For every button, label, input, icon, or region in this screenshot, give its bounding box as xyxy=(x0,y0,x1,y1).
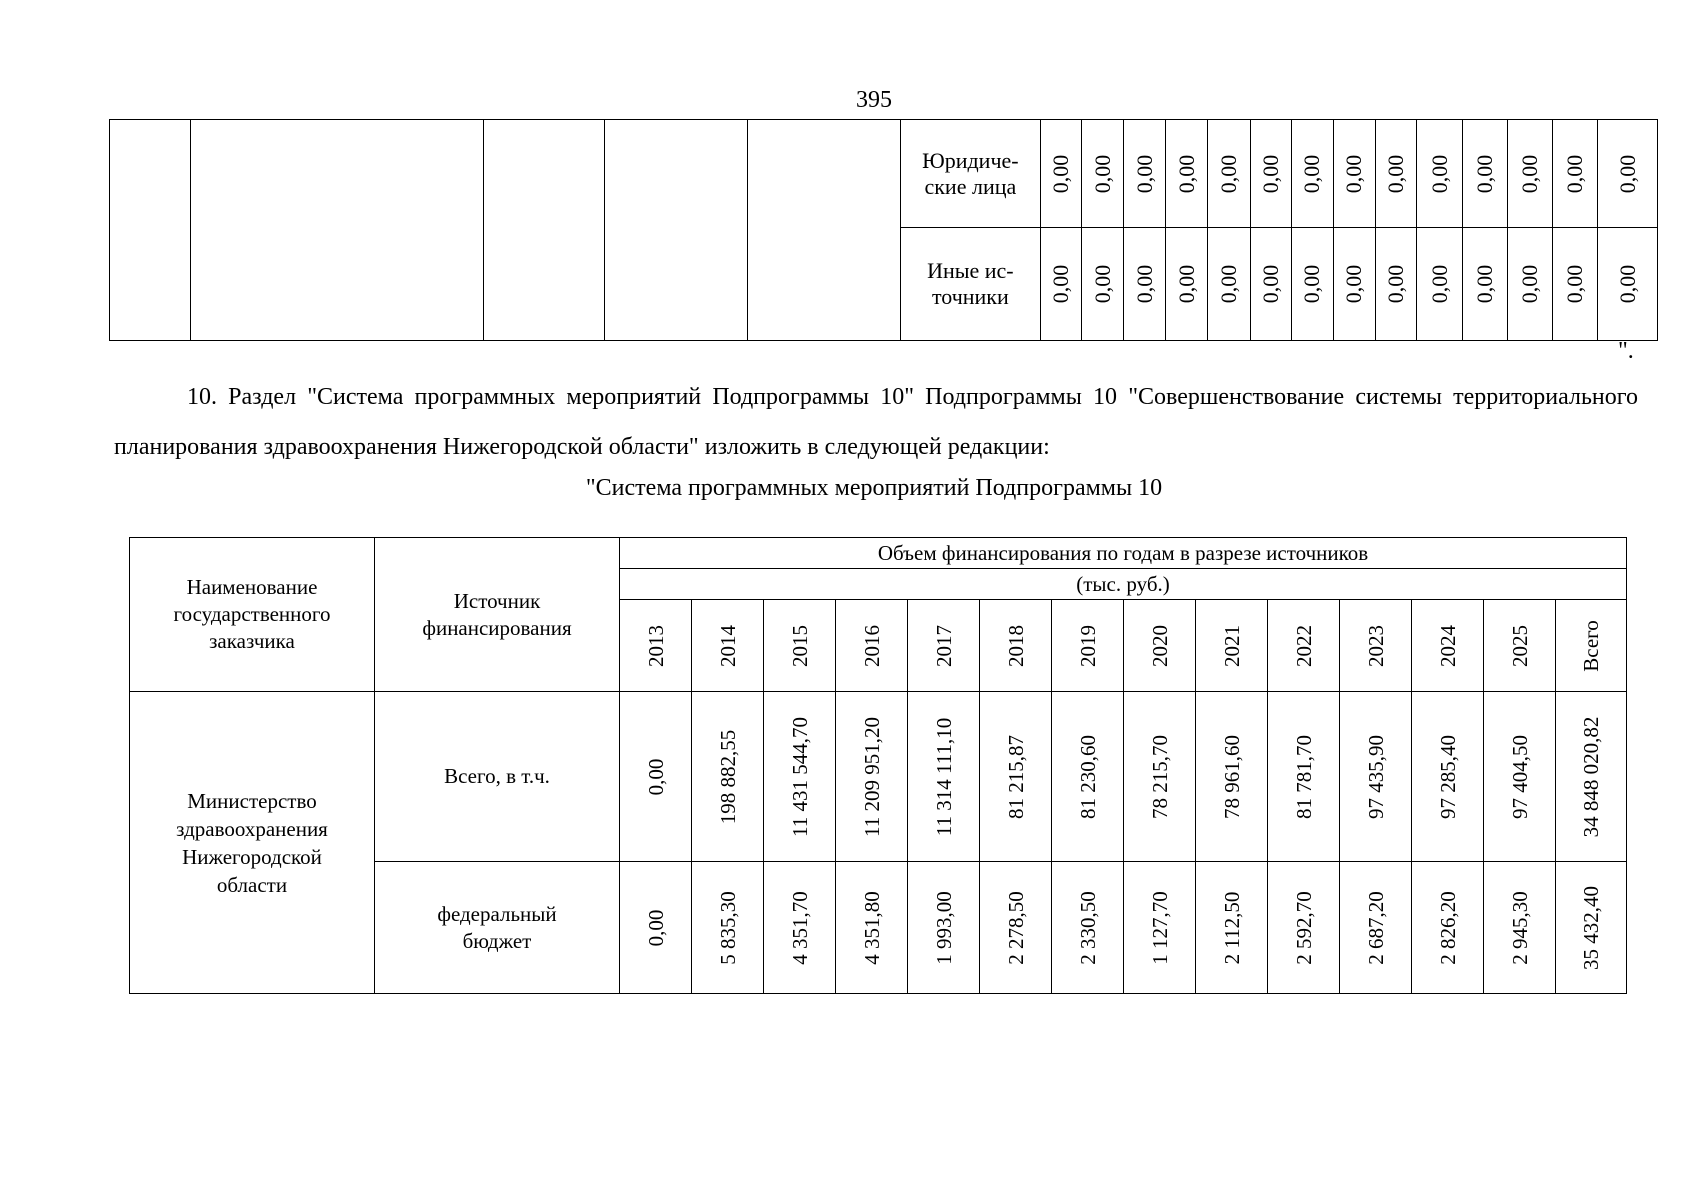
year-header xyxy=(1268,600,1340,692)
end-quote: ". xyxy=(1618,338,1634,364)
value: 0,00 xyxy=(1426,154,1452,193)
value: 11 314 111,10 xyxy=(931,717,956,836)
value: 81 781,70 xyxy=(1291,734,1316,819)
value-cell xyxy=(1165,120,1207,228)
year-header xyxy=(620,600,692,692)
value-cell xyxy=(1052,862,1124,994)
header-volume: Объем финансирования по годам в разрезе источников xyxy=(620,538,1627,569)
value-cell xyxy=(1292,120,1333,228)
value: 0,00 xyxy=(1562,264,1588,304)
value: 0,00 xyxy=(1426,264,1452,304)
value: 0,00 xyxy=(1089,154,1115,193)
empty-cell xyxy=(110,120,191,341)
value: 0,00 xyxy=(1131,154,1157,193)
header-customer: Наименование государственного заказчика xyxy=(130,538,375,692)
value-cell xyxy=(1412,692,1484,862)
value-cell xyxy=(1417,120,1462,228)
value-cell xyxy=(620,862,692,994)
table-title: "Система программных мероприятий Подпрограммы 10 xyxy=(585,475,1163,501)
value-cell xyxy=(908,862,980,994)
value: 0,00 xyxy=(1341,264,1367,304)
value: 97 285,40 xyxy=(1435,734,1460,819)
value-cell xyxy=(764,692,836,862)
previous-section-table xyxy=(109,119,1658,341)
year-header xyxy=(980,600,1052,692)
value-cell xyxy=(1462,228,1507,341)
value-cell xyxy=(908,692,980,862)
value: 0,00 xyxy=(1472,154,1498,193)
value-cell xyxy=(1508,120,1552,228)
value: 35 432,40 xyxy=(1579,885,1604,970)
value: 0,00 xyxy=(1299,264,1325,304)
value: 2 112,50 xyxy=(1219,891,1244,964)
value-cell xyxy=(1340,692,1412,862)
value: 4 351,80 xyxy=(859,890,884,965)
header-units: (тыс. руб.) xyxy=(620,569,1627,600)
value: 0,00 xyxy=(643,758,668,795)
value-cell xyxy=(1268,692,1340,862)
year-header xyxy=(1412,600,1484,692)
value: 0,00 xyxy=(1131,264,1157,304)
value-cell xyxy=(1508,228,1552,341)
value: 2 687,20 xyxy=(1363,890,1388,965)
year-label: 2023 xyxy=(1363,624,1388,667)
year-header xyxy=(836,600,908,692)
value-cell xyxy=(1598,228,1658,341)
year-label: 2017 xyxy=(931,624,956,667)
value-cell xyxy=(1417,228,1462,341)
header-row xyxy=(130,538,1627,569)
value: 0,00 xyxy=(1299,154,1325,193)
value-cell xyxy=(1196,862,1268,994)
value: 0,00 xyxy=(1216,154,1242,193)
value: 0,00 xyxy=(1216,264,1242,304)
value: 0,00 xyxy=(1517,264,1543,304)
value-cell xyxy=(1165,228,1207,341)
value: 11 431 544,70 xyxy=(787,716,812,837)
value: 78 215,70 xyxy=(1147,734,1172,819)
empty-cell xyxy=(483,120,604,341)
value: 0,00 xyxy=(1383,154,1409,193)
year-label: Всего xyxy=(1579,619,1604,672)
value-cell xyxy=(980,862,1052,994)
value: 0,00 xyxy=(1047,154,1073,193)
value-cell xyxy=(1484,862,1556,994)
value-cell xyxy=(1208,228,1250,341)
value-cell xyxy=(1124,692,1196,862)
value-cell xyxy=(1040,120,1081,228)
value: 0,00 xyxy=(1517,154,1543,193)
year-header xyxy=(1052,600,1124,692)
value: 0,00 xyxy=(1089,264,1115,304)
value-cell xyxy=(1333,228,1375,341)
year-label: 2025 xyxy=(1507,624,1532,667)
value: 2 592,70 xyxy=(1291,890,1316,965)
value: 81 230,60 xyxy=(1075,734,1100,819)
year-label: 2021 xyxy=(1219,624,1244,667)
value-cell xyxy=(1462,120,1507,228)
year-label: 2015 xyxy=(787,624,812,667)
page-number: 395 xyxy=(856,87,892,113)
value-cell xyxy=(1412,862,1484,994)
value: 0,00 xyxy=(1614,154,1640,193)
year-label: 2020 xyxy=(1147,624,1172,667)
table-row xyxy=(110,120,1658,228)
year-header xyxy=(764,600,836,692)
year-header xyxy=(1484,600,1556,692)
year-label: 2019 xyxy=(1075,624,1100,667)
value-cell xyxy=(1082,120,1124,228)
value: 2 330,50 xyxy=(1075,890,1100,965)
year-header xyxy=(1556,600,1627,692)
source-label-text: Иные ис- точники xyxy=(927,258,1014,309)
value: 97 435,90 xyxy=(1363,734,1388,819)
value: 198 882,55 xyxy=(715,729,740,824)
year-label: 2018 xyxy=(1003,624,1028,667)
value: 0,00 xyxy=(1341,154,1367,193)
year-header xyxy=(692,600,764,692)
year-label: 2024 xyxy=(1435,624,1460,667)
value: 34 848 020,82 xyxy=(1579,716,1604,837)
program-measures-table xyxy=(129,537,1627,994)
customer-cell: Министерство здравоохранения Нижегородской области xyxy=(130,692,375,994)
empty-cell xyxy=(747,120,901,341)
value: 0,00 xyxy=(1383,264,1409,304)
value-cell xyxy=(1082,228,1124,341)
value: 1 993,00 xyxy=(931,890,956,965)
source-label-text: Юридиче- ские лица xyxy=(922,147,1019,199)
value-cell xyxy=(836,862,908,994)
year-label: 2013 xyxy=(643,624,668,667)
value-cell xyxy=(1556,692,1627,862)
value-cell xyxy=(1376,120,1417,228)
value-cell xyxy=(692,862,764,994)
value: 97 404,50 xyxy=(1507,734,1532,819)
value: 2 945,30 xyxy=(1507,890,1532,965)
source-cell: федеральный бюджет xyxy=(375,862,620,994)
source-cell: Всего, в т.ч. xyxy=(375,692,620,862)
value: 0,00 xyxy=(1173,154,1199,193)
value-cell xyxy=(1208,120,1250,228)
empty-cell xyxy=(605,120,747,341)
value-cell xyxy=(836,692,908,862)
value: 0,00 xyxy=(643,909,668,946)
value: 78 961,60 xyxy=(1219,734,1244,819)
value-cell xyxy=(1124,120,1165,228)
value: 11 209 951,20 xyxy=(859,716,884,837)
year-header xyxy=(1196,600,1268,692)
value: 0,00 xyxy=(1047,264,1073,304)
source-label xyxy=(901,228,1040,341)
value-cell xyxy=(1292,228,1333,341)
value: 2 278,50 xyxy=(1003,890,1028,965)
value-cell xyxy=(1268,862,1340,994)
value-cell xyxy=(1556,862,1627,994)
value-cell xyxy=(1340,862,1412,994)
value-cell xyxy=(980,692,1052,862)
value-cell xyxy=(1250,120,1291,228)
value-cell xyxy=(1250,228,1291,341)
year-label: 2016 xyxy=(859,624,884,667)
value-cell xyxy=(1040,228,1081,341)
value: 4 351,70 xyxy=(787,890,812,965)
source-label xyxy=(901,120,1040,228)
value: 0,00 xyxy=(1257,154,1283,193)
value: 0,00 xyxy=(1614,264,1640,304)
value: 81 215,87 xyxy=(1003,734,1028,819)
year-header xyxy=(908,600,980,692)
value: 1 127,70 xyxy=(1147,890,1172,965)
value-cell xyxy=(1552,120,1597,228)
value: 0,00 xyxy=(1257,264,1283,304)
year-label: 2014 xyxy=(715,624,740,667)
value-cell xyxy=(1376,228,1417,341)
amendment-paragraph: 10. Раздел "Система программных мероприятий Подпрограммы 10" Подпрограммы 10 "Совершенствование системы территориального планирования здравоохранения Нижегородской области" изложить в следующей редакции: xyxy=(114,384,1638,460)
year-label: 2022 xyxy=(1291,624,1316,667)
year-header xyxy=(1340,600,1412,692)
header-source: Источник финансирования xyxy=(375,538,620,692)
value-cell xyxy=(1598,120,1658,228)
year-header xyxy=(1124,600,1196,692)
value: 5 835,30 xyxy=(715,890,740,965)
value-cell xyxy=(764,862,836,994)
value: 2 826,20 xyxy=(1435,890,1460,965)
value-cell xyxy=(1124,862,1196,994)
value: 0,00 xyxy=(1472,264,1498,304)
value-cell xyxy=(620,692,692,862)
value-cell xyxy=(1196,692,1268,862)
value-cell xyxy=(1333,120,1375,228)
empty-cell xyxy=(190,120,483,341)
value-cell xyxy=(1052,692,1124,862)
value-cell xyxy=(1484,692,1556,862)
value-cell xyxy=(692,692,764,862)
value-cell xyxy=(1552,228,1597,341)
value: 0,00 xyxy=(1173,264,1199,304)
value-cell xyxy=(1124,228,1165,341)
value: 0,00 xyxy=(1562,154,1588,193)
table-row xyxy=(130,692,1627,862)
